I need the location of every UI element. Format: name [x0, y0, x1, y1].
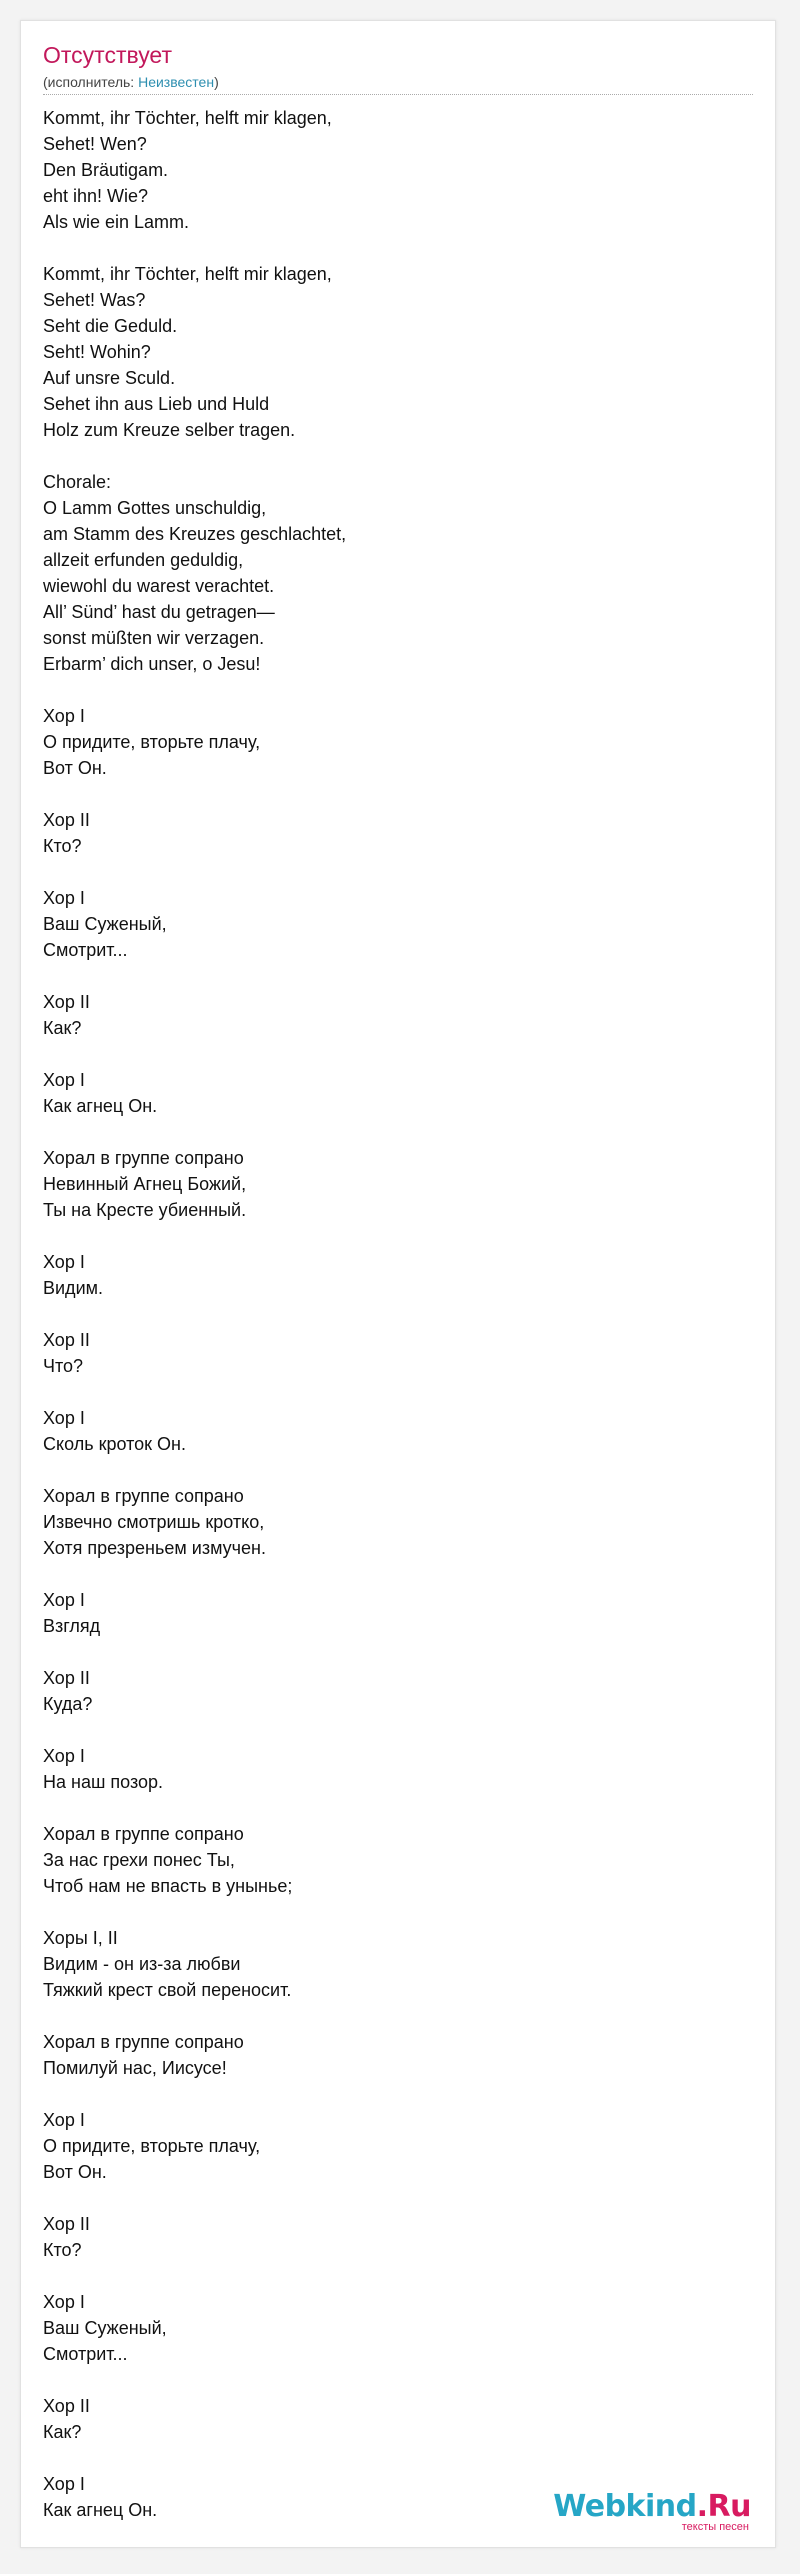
performer-prefix: (исполнитель:: [43, 74, 139, 90]
logo-subtitle: тексты песен: [681, 2521, 749, 2533]
title-divider: [43, 94, 753, 95]
performer-link[interactable]: Неизвестен: [138, 74, 215, 90]
performer-line: [43, 73, 219, 91]
logo-web-text: Webkind: [553, 2489, 697, 2524]
logo-ru-text: .Ru: [696, 2489, 751, 2524]
lyrics-text: Kommt, ihr Töchter, helft mir klagen, Sehet! Wen? Den Bräutigam. eht ihn! Wie? Als wie ein Lamm. Kommt, ihr Töchter, helft mir klagen, Sehet! Was? Seht die Geduld. Seht! Wohin? Auf unsre Sculd. Sehet ihn aus Lieb und Huld Holz zum Kreuze selber tragen. Chorale: O Lamm Gottes unschuldig, am Stamm des Kreuzes geschlachtet, allzeit erfunden geduldig, wiewohl du warest verachtet. All’ Sünd’ hast du getragen— sonst müßten wir verzagen. Erbarm’ dich unser, o Jesu! Хор I О придите, вторьте плачу, Вот Он. Хор II Кто? Хор I Ваш Суженый, Смотрит... Хор II Как? Хор I Как агнец Он. Хорал в группе сопрано Невинный Агнец Божий, Ты на Кресте убиенный. Хор I Видим. Хор II Что? Хор I Сколь кроток Он. Хорал в группе сопрано Извечно смотришь кротко, Хотя презреньем измучен. Хор I Взгляд Хор II Куда? Хор I На наш позор. Хорал в группе сопрано За нас грехи понес Ты, Чтоб нам не впасть в унынье; Хоры I, II Видим - он из-за любви Тяжкий крест свой переносит. Хорал в группе сопрано Помилуй нас, Иисусе! Хор I О придите, вторьте плачу, Вот Он. Хор II Кто? Хор I Ваш Суженый, Смотрит... Хор II Как? Хор I Как агнец Он.: [43, 108, 347, 2520]
logo-wordmark: [553, 2491, 751, 2523]
performer-suffix: ): [214, 74, 219, 90]
webkind-logo[interactable]: [553, 2491, 751, 2533]
lyrics-card: [20, 20, 776, 2548]
song-title: Отсутствует: [43, 42, 172, 68]
